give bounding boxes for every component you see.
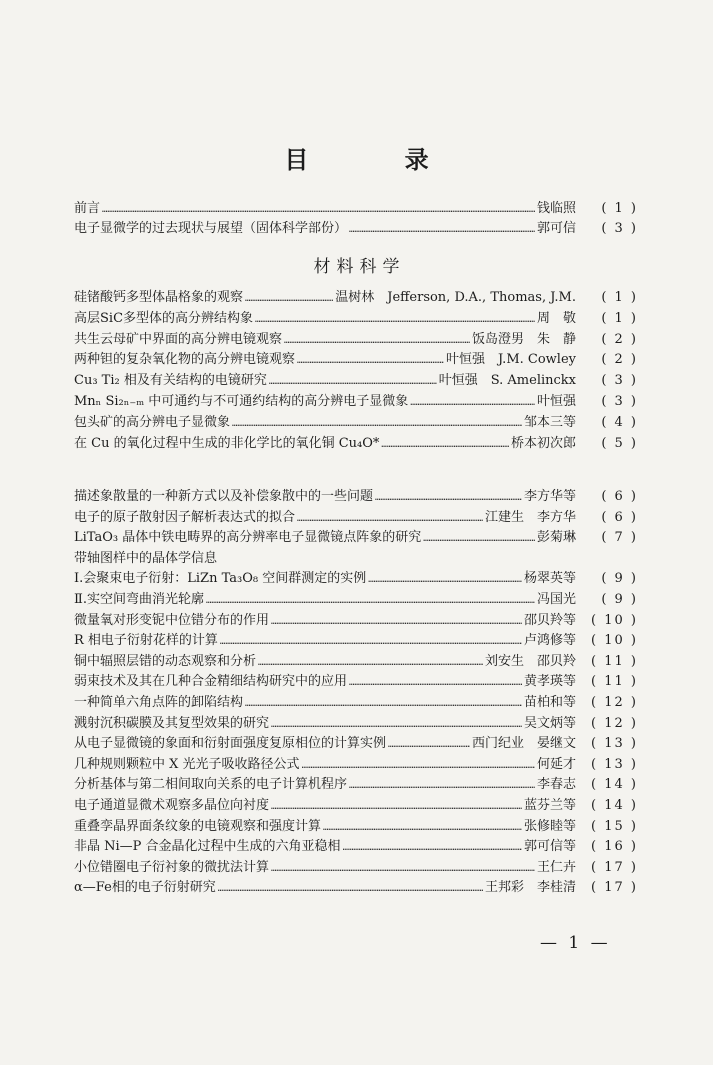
entry-title: 溅射沉积碳膜及其复型效果的研究 <box>74 715 270 731</box>
toc-entry <box>74 835 638 855</box>
entry-title: 一种简单六角点阵的卸陷结构 <box>74 695 244 710</box>
toc-entry <box>74 876 638 896</box>
entry-page: ( 3 ) <box>601 221 638 236</box>
entry-page: ( 7 ) <box>601 530 638 546</box>
entry-page: ( 4 ) <box>601 414 638 430</box>
entry-author: 饭岛澄男 朱 静 <box>471 331 576 347</box>
entry-title: R 相电子衍射花样的计算 <box>74 633 218 649</box>
entry-author: 冯国光 <box>536 592 576 607</box>
entry-title: 包头矿的高分辨电子显微象 <box>74 414 231 430</box>
toc-entry <box>74 390 638 410</box>
dot-leader <box>381 440 509 450</box>
section-title: 材料科学 <box>313 257 406 277</box>
entry-page: ( 17 ) <box>591 880 638 896</box>
toc-entry <box>74 794 638 814</box>
entry-author: 彭菊琳 <box>536 530 576 546</box>
toc-entry <box>74 328 638 348</box>
toc-entry <box>74 432 638 452</box>
entry-page: ( 9 ) <box>601 592 638 607</box>
entry-author: 张修睦等 <box>523 818 576 834</box>
toc-entry <box>74 411 638 431</box>
entry-page: ( 13 ) <box>591 736 638 752</box>
entry-author: 刘安生 邵贝羚 <box>484 653 576 669</box>
dot-leader <box>297 514 483 524</box>
dot-leader <box>206 596 535 606</box>
entry-author: 何延才 <box>536 756 576 772</box>
entry-title: 分析基体与第二相间取向关系的电子计算机程序 <box>74 777 348 793</box>
dot-leader <box>297 356 444 366</box>
entry-title: LiTaO₃ 晶体中铁电畴界的高分辨率电子显微镜点阵象的研究 <box>74 530 422 546</box>
dot-leader <box>349 781 535 791</box>
toc-entry <box>74 732 638 752</box>
dot-leader <box>410 398 535 408</box>
toc-entry <box>74 197 638 217</box>
dot-leader <box>271 802 522 812</box>
entry-author: 杨翠英等 <box>523 571 576 587</box>
dot-leader <box>349 225 535 235</box>
entry-author: 王邦彩 李桂清 <box>484 880 576 896</box>
dot-leader <box>245 294 333 304</box>
page-title: 目 录 <box>284 145 473 174</box>
dot-leader <box>423 534 535 544</box>
entry-page: ( 6 ) <box>601 489 638 504</box>
entry-author: 王仁卉 <box>536 859 576 875</box>
dot-leader <box>284 336 470 346</box>
dot-leader <box>102 205 535 215</box>
toc-entry <box>74 773 638 793</box>
entry-author: 叶恒强 <box>536 394 576 409</box>
entry-page: ( 16 ) <box>591 839 638 855</box>
toc-entry <box>74 588 638 608</box>
entry-author: 吴文炳等 <box>523 715 576 731</box>
entry-title: 电子通道显微术观察多晶位向衬度 <box>74 798 270 813</box>
entry-title: 电子的原子散射因子解析表达式的拟合 <box>74 509 296 525</box>
dot-leader <box>245 699 522 709</box>
entry-page: ( 15 ) <box>591 818 638 834</box>
entry-author: 黄孝瑛等 <box>523 674 576 690</box>
entry-author: 李春志 <box>536 777 576 793</box>
entry-page: ( 2 ) <box>601 352 638 368</box>
toc-entry <box>74 369 638 389</box>
entry-page: ( 1 ) <box>601 201 638 216</box>
entry-page: ( 1 ) <box>601 310 638 326</box>
toc-entry <box>74 286 638 306</box>
entry-page: ( 10 ) <box>591 633 638 649</box>
toc-entry <box>74 609 638 629</box>
entry-title: 前言 <box>74 201 101 216</box>
entry-page: ( 11 ) <box>591 653 638 669</box>
toc-entry <box>74 856 638 876</box>
dot-leader <box>232 419 522 429</box>
entry-author: 卢鸿修等 <box>523 633 576 649</box>
dot-leader <box>271 864 535 874</box>
entry-author: 邵贝羚等 <box>523 612 576 628</box>
entry-author: 邹本三等 <box>523 414 576 430</box>
dot-leader <box>258 658 483 668</box>
entry-title: 几种规则颗粒中 X 光光子吸收路径公式 <box>74 756 300 772</box>
entry-title: 重叠孪晶界面条纹象的电镜观察和强度计算 <box>74 818 322 834</box>
entry-page: ( 12 ) <box>591 715 638 731</box>
dot-leader <box>255 315 535 325</box>
entry-author: 李方华等 <box>523 489 576 504</box>
entry-page: ( 6 ) <box>601 509 638 525</box>
entry-page: ( 9 ) <box>601 571 638 587</box>
toc-entry <box>74 526 638 546</box>
entry-author: 西门纪业 晏继文 <box>471 736 576 752</box>
entry-page: ( 14 ) <box>591 777 638 793</box>
entry-page: ( 12 ) <box>591 695 638 710</box>
entry-author: 钱临照 <box>536 201 576 216</box>
toc-entry <box>74 485 638 505</box>
entry-title: 在 Cu 的氧化过程中生成的非化学比的氧化铜 Cu₄O* <box>74 435 380 451</box>
entry-author: 叶恒强 S. Amelinckx <box>438 373 576 389</box>
entry-author: 叶恒强 J.M. Cowley <box>445 352 576 368</box>
toc-entry <box>74 712 638 732</box>
entry-title: 带轴图样中的晶体学信息 <box>74 550 218 566</box>
entry-page: ( 3 ) <box>601 373 638 389</box>
page-number: — 1 — <box>540 933 611 953</box>
toc-entry <box>74 691 638 711</box>
entry-title: 弱束技术及其在几种合金精细结构研究中的应用 <box>74 674 348 690</box>
entry-page: ( 10 ) <box>591 612 638 628</box>
entry-title: 微量氧对形变铌中位错分布的作用 <box>74 612 270 628</box>
entry-title: Mnₙ Si₂ₙ₋ₘ 中可通约与不可通约结构的高分辨电子显微象 <box>74 394 409 409</box>
entry-title: 共生云母矿中界面的高分辨电镜观察 <box>74 331 283 347</box>
entry-title: 硅锗酸钙多型体晶格象的观察 <box>74 290 244 305</box>
entry-page: ( 11 ) <box>591 674 638 690</box>
entry-author: 郭可信 <box>536 221 576 236</box>
toc-entry <box>74 629 638 649</box>
entry-title: Ⅰ.会聚束电子衍射：LiZn Ta₃O₈ 空间群测定的实例 <box>74 571 367 587</box>
dot-leader <box>218 884 483 894</box>
entry-author: 江建生 李方华 <box>484 509 576 525</box>
entry-page: ( 3 ) <box>601 394 638 409</box>
toc-entry <box>74 307 638 327</box>
entry-title: 电子显微学的过去现状与展望（固体科学部份） <box>74 221 348 236</box>
entry-title: 铜中辐照层错的动态观察和分析 <box>74 653 257 669</box>
toc-entry <box>74 217 638 237</box>
dot-leader <box>388 740 470 750</box>
toc-entry <box>74 815 638 835</box>
dot-leader <box>269 377 437 387</box>
dot-leader <box>349 678 522 688</box>
entry-page: ( 13 ) <box>591 756 638 772</box>
entry-page: ( 1 ) <box>601 290 638 305</box>
toc-entry <box>74 547 638 567</box>
entry-title: 两种钽的复杂氧化物的高分辨电镜观察 <box>74 352 296 368</box>
entry-author: 苗柏和等 <box>523 695 576 710</box>
dot-leader <box>302 761 535 771</box>
entry-title: α—Fe相的电子衍射研究 <box>74 880 216 896</box>
dot-leader <box>375 493 522 503</box>
entry-author: 温树林 Jefferson, D.A., Thomas, J.M. <box>335 290 576 305</box>
toc-entry <box>74 567 638 587</box>
entry-author: 桥本初次郎 <box>510 435 576 451</box>
dot-leader <box>368 575 522 585</box>
entry-title: 非晶 Ni—P 合金晶化过程中生成的六角亚稳相 <box>74 839 341 855</box>
entry-title: Ⅱ.实空间弯曲消光轮廓 <box>74 592 204 607</box>
entry-author: 周 敬 <box>536 310 576 326</box>
entry-title: 描述象散量的一种新方式以及补偿象散中的一些问题 <box>74 489 374 504</box>
entry-page: ( 17 ) <box>591 859 638 875</box>
toc-entry <box>74 650 638 670</box>
dot-leader <box>220 637 522 647</box>
toc-entry <box>74 670 638 690</box>
dot-leader <box>323 823 522 833</box>
entry-title: 从电子显微镜的象面和衍射面强度复原相位的计算实例 <box>74 736 387 752</box>
dot-leader <box>271 617 522 627</box>
entry-title: 高层SiC多型体的高分辨结构象 <box>74 310 254 326</box>
dot-leader <box>343 843 522 853</box>
dot-leader <box>271 720 522 730</box>
entry-author: 郭可信等 <box>523 839 576 855</box>
entry-page: ( 2 ) <box>601 331 638 347</box>
entry-title: 小位错圈电子衍衬象的微扰法计算 <box>74 859 270 875</box>
entry-page: ( 14 ) <box>591 798 638 813</box>
entry-title: Cu₃ Ti₂ 相及有关结构的电镜研究 <box>74 373 267 389</box>
entry-page: ( 5 ) <box>601 435 638 451</box>
toc-entry <box>74 348 638 368</box>
toc-entry <box>74 753 638 773</box>
entry-author: 蓝芬兰等 <box>523 798 576 813</box>
toc-entry <box>74 506 638 526</box>
